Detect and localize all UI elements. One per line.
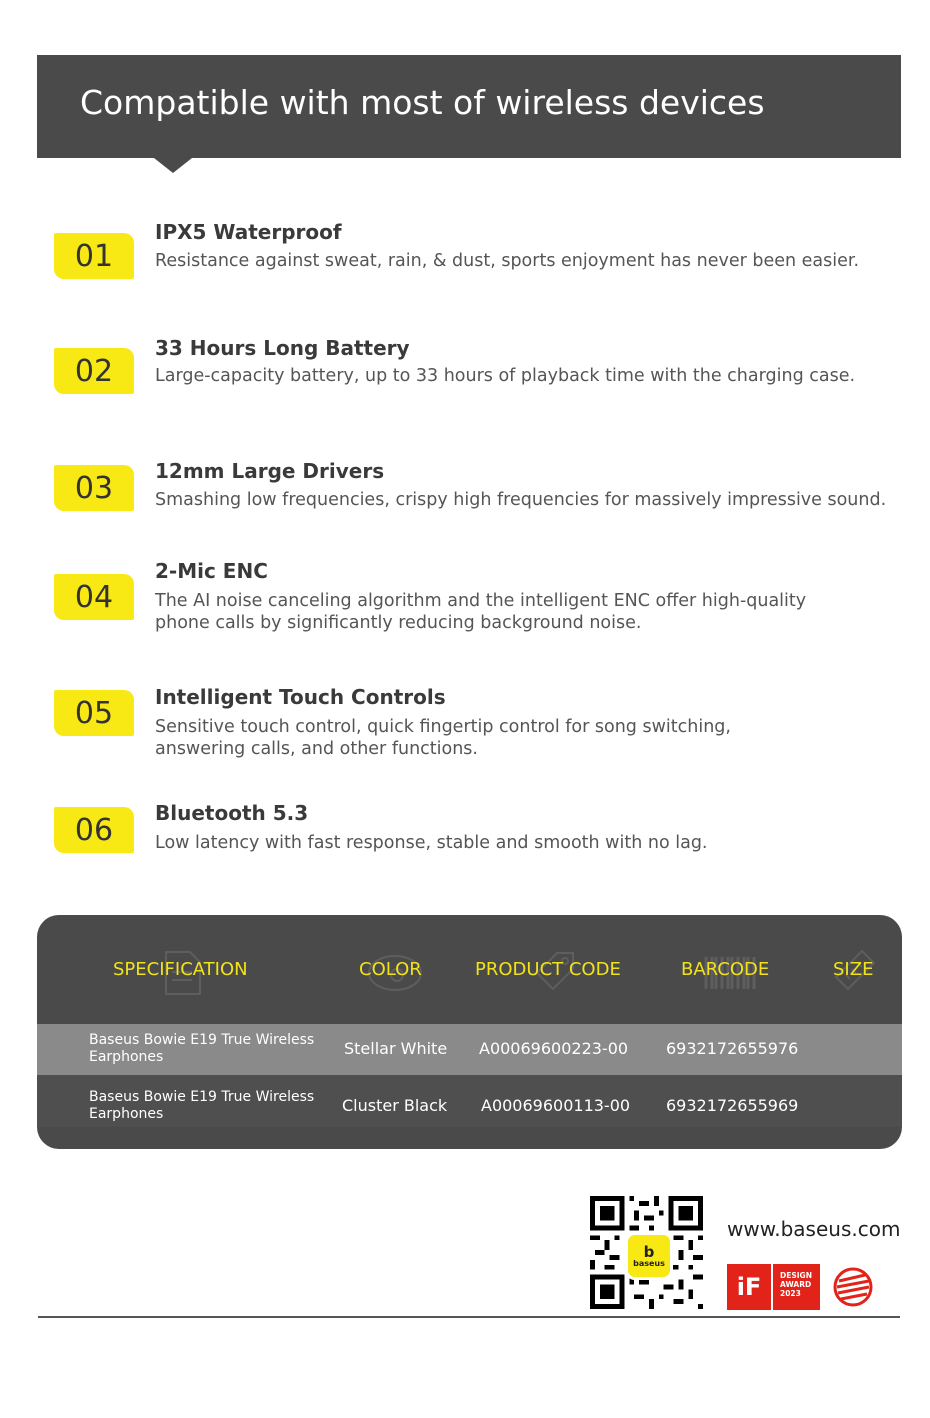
feature-title: 2-Mic ENC	[155, 559, 268, 583]
column-header-barcode: BARCODE	[681, 959, 770, 980]
feature-number-badge: 06	[54, 807, 134, 853]
barcode-cell: 6932172655969	[666, 1096, 799, 1115]
table-row	[37, 1075, 902, 1127]
column-header-size: SIZE	[833, 959, 874, 980]
feature-item	[0, 801, 930, 881]
barcode-cell: 6932172655976	[666, 1039, 799, 1058]
spec-table	[37, 915, 902, 1149]
feature-item	[0, 459, 930, 539]
feature-number-badge: 01	[54, 233, 134, 279]
color-cell: Cluster Black	[342, 1096, 448, 1115]
color-cell: Stellar White	[344, 1039, 448, 1058]
feature-number-badge: 05	[54, 690, 134, 736]
column-header-product-code: PRODUCT CODE	[475, 959, 621, 980]
baseus-logo-text: baseus	[633, 1258, 665, 1268]
design-award-badge	[773, 1264, 820, 1310]
footer-divider	[38, 1316, 900, 1318]
page-title: Compatible with most of wireless devices	[80, 83, 765, 122]
if-logo: iF	[727, 1264, 771, 1310]
baseus-logo-letter: b	[643, 1242, 655, 1261]
feature-item	[0, 685, 930, 765]
baseus-logo-badge	[625, 1232, 673, 1280]
feature-description: Smashing low frequencies, crispy high frequencies for massively impressive sound.	[155, 490, 887, 510]
column-header-color: COLOR	[359, 959, 422, 980]
award-line: 2023	[780, 1289, 801, 1298]
feature-description: Large-capacity battery, up to 33 hours of playback time with the charging case.	[155, 366, 856, 386]
feature-title: 33 Hours Long Battery	[155, 336, 410, 360]
feature-number-badge: 04	[54, 574, 134, 620]
feature-item	[0, 559, 930, 639]
banner-pointer	[154, 158, 192, 173]
feature-item	[0, 336, 930, 416]
red-dot-award-icon	[833, 1267, 873, 1307]
product-code-cell: A00069600223-00	[479, 1039, 629, 1058]
feature-description: The AI noise canceling algorithm and the intelligent ENC offer high-quality phone calls by significantly reducing background noise.	[155, 591, 807, 633]
award-line: AWARD	[780, 1280, 812, 1289]
feature-number-badge: 02	[54, 348, 134, 394]
feature-title: 12mm Large Drivers	[155, 459, 385, 483]
qr-code[interactable]	[589, 1196, 704, 1309]
website-link[interactable]: www.baseus.com	[727, 1217, 901, 1241]
feature-title: Intelligent Touch Controls	[155, 685, 446, 709]
feature-description: Sensitive touch control, quick fingertip control for song switching, answering calls, and other functions.	[155, 717, 731, 759]
feature-title: Bluetooth 5.3	[155, 801, 309, 825]
column-header-specification: SPECIFICATION	[113, 959, 248, 980]
header-banner	[37, 55, 901, 158]
award-line: DESIGN	[780, 1271, 812, 1280]
feature-title: IPX5 Waterproof	[155, 220, 342, 244]
feature-number-badge: 03	[54, 465, 134, 511]
product-code-cell: A00069600113-00	[481, 1096, 631, 1115]
product-name-cell: Baseus Bowie E19 True Wireless Earphones	[89, 1089, 315, 1122]
table-row	[37, 1024, 902, 1075]
feature-item	[0, 220, 930, 300]
product-name-cell: Baseus Bowie E19 True Wireless Earphones	[89, 1032, 315, 1065]
feature-description: Low latency with fast response, stable and smooth with no lag.	[155, 833, 708, 853]
feature-description: Resistance against sweat, rain, & dust, sports enjoyment has never been easier.	[155, 251, 860, 271]
